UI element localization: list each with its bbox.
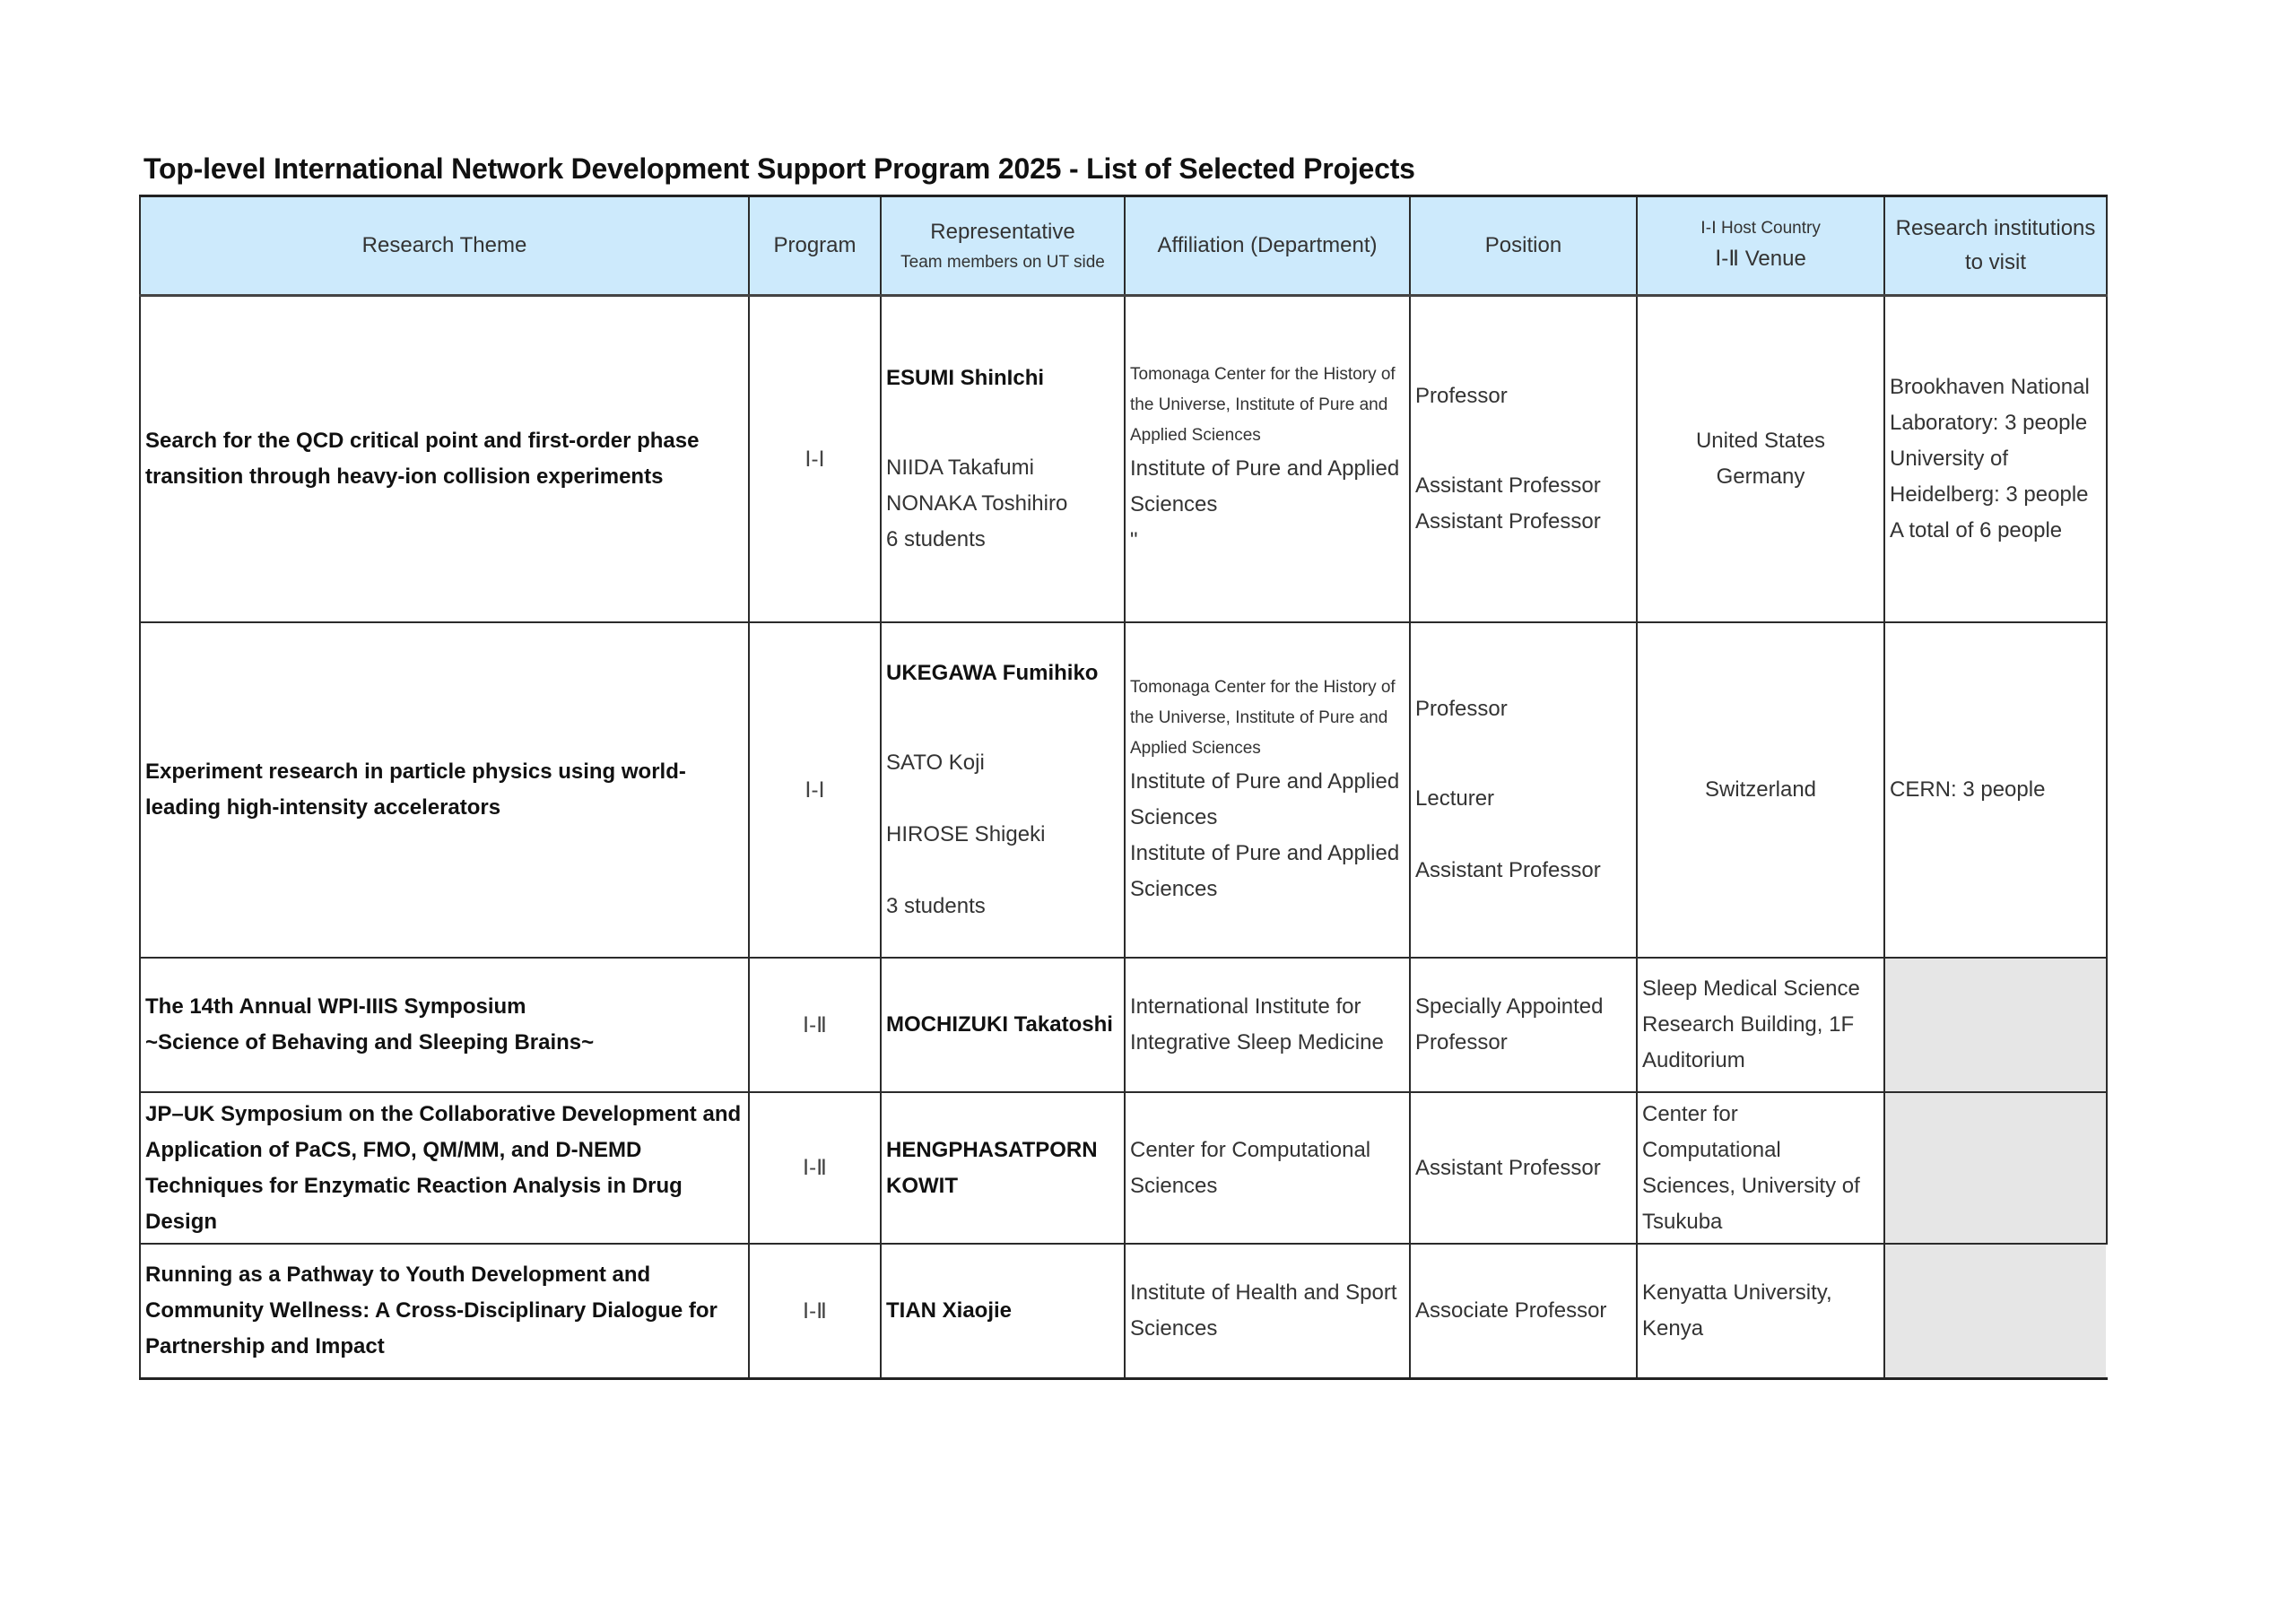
venue-cell: Sleep Medical Science Research Building, 1F Auditorium xyxy=(1637,958,1884,1092)
host-country-cell xyxy=(1637,622,1884,958)
affiliation-cell xyxy=(1125,622,1410,958)
host-country: United States xyxy=(1695,429,1826,453)
header-affiliation: Affiliation (Department) xyxy=(1125,196,1410,296)
affiliation-cell xyxy=(1125,296,1410,623)
position-cell: Specially Appointed Professor xyxy=(1410,958,1637,1092)
header-host-country-venue xyxy=(1637,196,1884,296)
institutions-cell xyxy=(1884,622,2107,958)
host-country: Switzerland xyxy=(1704,777,1817,802)
member-affiliation-ditto: " xyxy=(1130,528,1138,552)
header-representative xyxy=(881,196,1125,296)
member-position: Lecturer xyxy=(1415,786,1495,811)
representative-affiliation: Tomonaga Center for the History of the Universe, Institute of Pure and Applied Sciences xyxy=(1130,365,1396,445)
host-country-cell xyxy=(1637,296,1884,623)
member-position: Assistant Professor xyxy=(1415,473,1601,498)
position-cell: Assistant Professor xyxy=(1410,1092,1637,1244)
institution: CERN: 3 people xyxy=(1890,777,2046,802)
table-row xyxy=(140,1092,2107,1244)
table-row xyxy=(140,296,2107,623)
representative-cell xyxy=(881,958,1125,1092)
representative-affiliation: Tomonaga Center for the History of the Universe, Institute of Pure and Applied Sciences xyxy=(1130,678,1396,758)
representative-position: Professor xyxy=(1415,384,1508,408)
member-affiliation: Institute of Pure and Applied Sciences xyxy=(1130,769,1400,829)
selected-projects-table xyxy=(139,195,2108,1380)
position-cell: Associate Professor xyxy=(1410,1244,1637,1379)
member-affiliation: Institute of Pure and Applied Sciences xyxy=(1130,456,1400,516)
institutions-cell-empty xyxy=(1884,958,2107,1092)
page-title: Top-level International Network Development Support Program 2025 - List of Selected Projects xyxy=(144,152,1415,185)
representative-name: ESUMI ShinIchi xyxy=(886,366,1045,390)
representative-name: UKEGAWA Fumihiko xyxy=(886,661,1099,685)
host-country: Germany xyxy=(1716,464,1805,489)
program-cell: Ⅰ-Ⅱ xyxy=(749,1092,881,1244)
research-theme-cell xyxy=(140,958,749,1092)
institutions-cell-empty xyxy=(1884,1092,2107,1244)
header-institutions-line2: to visit xyxy=(1964,250,2026,274)
member-affiliation: Institute of Pure and Applied Sciences xyxy=(1130,841,1400,901)
program-cell: Ⅰ-Ⅱ xyxy=(749,1244,881,1379)
header-institutions xyxy=(1884,196,2107,296)
program-cell: Ⅰ-Ⅰ xyxy=(749,296,881,623)
institutions-cell xyxy=(1884,296,2107,623)
affiliation-cell: International Institute for Integrative Sleep Medicine xyxy=(1125,958,1410,1092)
venue-cell: Center for Computational Sciences, University of Tsukuba xyxy=(1637,1092,1884,1244)
team-member-count: 3 students xyxy=(886,894,986,918)
program-cell: Ⅰ-Ⅰ xyxy=(749,622,881,958)
representative-cell xyxy=(881,296,1125,623)
header-position: Position xyxy=(1410,196,1637,296)
research-theme-cell: JP–UK Symposium on the Collaborative Development and Application of PaCS, FMO, QM/MM, and D-NEMD Techniques for Enzymatic Reaction Analysis in Drug Design xyxy=(140,1092,749,1244)
team-member-count: 6 students xyxy=(886,527,986,551)
representative-name: HENGPHASATPORN KOWIT xyxy=(886,1137,1098,1198)
header-program: Program xyxy=(749,196,881,296)
affiliation-cell: Institute of Health and Sport Sciences xyxy=(1125,1244,1410,1379)
header-representative-sub: Team members on UT side xyxy=(900,253,1105,272)
position-cell xyxy=(1410,296,1637,623)
member-position: Assistant Professor xyxy=(1415,509,1601,534)
program-cell: Ⅰ-Ⅱ xyxy=(749,958,881,1092)
table-header-row xyxy=(140,196,2107,296)
research-theme-line: ~Science of Behaving and Sleeping Brains~ xyxy=(145,1030,595,1055)
representative-cell xyxy=(881,622,1125,958)
team-member: NONAKA Toshihiro xyxy=(886,491,1068,516)
institution: Brookhaven National Laboratory: 3 people xyxy=(1890,375,2090,435)
research-theme-cell: Running as a Pathway to Youth Development and Community Wellness: A Cross-Disciplinary Dialogue for Partnership and Impact xyxy=(140,1244,749,1379)
header-institutions-line1: Research institutions xyxy=(1895,216,2096,240)
venue-cell: Kenyatta University, Kenya xyxy=(1637,1244,1884,1379)
institutions-cell-empty xyxy=(1884,1244,2107,1379)
header-host-line2: Ⅰ-Ⅱ Venue xyxy=(1715,247,1806,271)
header-research-theme: Research Theme xyxy=(140,196,749,296)
table-row xyxy=(140,1244,2107,1379)
member-position: Assistant Professor xyxy=(1415,858,1601,882)
representative-name: TIAN Xiaojie xyxy=(886,1298,1013,1323)
table-row xyxy=(140,958,2107,1092)
header-representative-label: Representative xyxy=(930,220,1075,244)
research-theme-line: The 14th Annual WPI-IIIS Symposium xyxy=(145,994,526,1019)
research-theme-cell: Experiment research in particle physics using world-leading high-intensity accelerators xyxy=(140,622,749,958)
affiliation-cell: Center for Computational Sciences xyxy=(1125,1092,1410,1244)
representative-cell xyxy=(881,1092,1125,1244)
team-member: NIIDA Takafumi xyxy=(886,456,1034,480)
team-member: SATO Koji xyxy=(886,751,985,775)
position-cell xyxy=(1410,622,1637,958)
representative-name: MOCHIZUKI Takatoshi xyxy=(886,1012,1113,1037)
institution: University of Heidelberg: 3 people xyxy=(1890,447,2089,507)
representative-cell xyxy=(881,1244,1125,1379)
team-member: HIROSE Shigeki xyxy=(886,822,1046,846)
header-host-line1: Ⅰ-Ⅰ Host Country xyxy=(1700,219,1821,238)
research-theme-cell: Search for the QCD critical point and first-order phase transition through heavy-ion collision experiments xyxy=(140,296,749,623)
representative-position: Professor xyxy=(1415,697,1508,721)
table-row xyxy=(140,622,2107,958)
institution-total: A total of 6 people xyxy=(1890,518,2063,542)
